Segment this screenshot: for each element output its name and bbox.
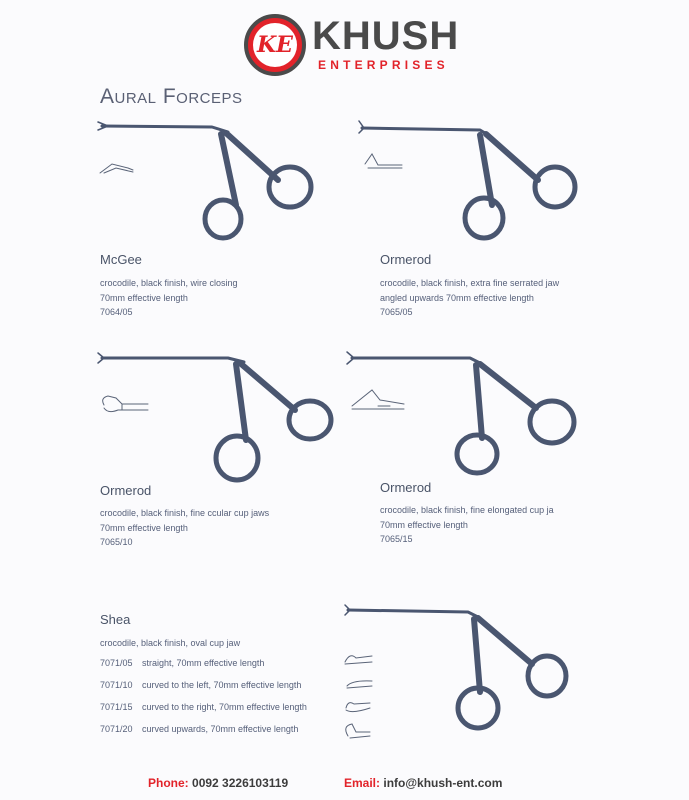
variant-code: 7071/05 bbox=[100, 658, 133, 668]
brand-name: KHUSH bbox=[312, 14, 460, 58]
ormerod-upward-forceps-illustration bbox=[359, 121, 575, 238]
desc-line: crocodile, black finish, extra fine serrated jaw bbox=[380, 278, 560, 288]
product-desc-ormerod-05 bbox=[380, 276, 559, 306]
email-address[interactable]: info@khush-ent.com bbox=[383, 776, 503, 790]
product-name-ormerod-10: Ormerod bbox=[100, 483, 152, 498]
mcgee-forceps-illustration bbox=[98, 122, 311, 238]
shea-jaw-details bbox=[345, 656, 372, 738]
variant-code: 7071/20 bbox=[100, 724, 133, 734]
brand-subtitle: ENTERPRISES bbox=[318, 58, 449, 72]
product-name-shea: Shea bbox=[100, 612, 131, 627]
desc-line: angled upwards 70mm effective length bbox=[380, 293, 534, 303]
variant-text: curved upwards, 70mm effective length bbox=[142, 724, 299, 734]
phone-number[interactable]: 0092 3226103119 bbox=[192, 776, 289, 790]
ormerod-upward-jaw-detail bbox=[365, 154, 402, 168]
variant-text: curved to the right, 70mm effective length bbox=[142, 702, 307, 712]
shea-variant-row bbox=[100, 724, 298, 734]
shea-variant-row bbox=[100, 658, 264, 668]
product-code-ormerod-15: 7065/15 bbox=[380, 534, 413, 544]
product-name-mcgee: McGee bbox=[100, 252, 142, 267]
product-desc-shea: crocodile, black finish, oval cup jaw bbox=[100, 638, 241, 648]
variant-code: 7071/10 bbox=[100, 680, 133, 690]
email-label: Email: bbox=[344, 776, 381, 790]
variant-text: curved to the left, 70mm effective length bbox=[142, 680, 302, 690]
variant-text: straight, 70mm effective length bbox=[142, 658, 265, 668]
ormerod-elongated-cup-forceps-illustration bbox=[347, 352, 574, 473]
shea-variant-row bbox=[100, 702, 307, 712]
footer-email bbox=[344, 776, 502, 790]
footer-phone bbox=[148, 776, 288, 790]
product-code-ormerod-10: 7065/10 bbox=[100, 537, 133, 547]
logo-mark: KE bbox=[253, 23, 297, 67]
shea-forceps-illustration bbox=[345, 605, 566, 728]
ormerod-elongated-jaw-detail bbox=[352, 390, 404, 409]
product-name-ormerod-15: Ormerod bbox=[380, 480, 432, 495]
product-desc-ormerod-15 bbox=[380, 503, 554, 533]
ormerod-circular-cup-forceps-illustration bbox=[98, 353, 331, 480]
desc-line: 70mm effective length bbox=[100, 523, 188, 533]
product-code-ormerod-05: 7065/05 bbox=[380, 307, 413, 317]
desc-line: crocodile, black finish, fine elongated cup ja bbox=[380, 505, 554, 515]
product-code-mcgee: 7064/05 bbox=[100, 307, 133, 317]
product-desc-ormerod-10 bbox=[100, 506, 269, 536]
product-name-ormerod-05: Ormerod bbox=[380, 252, 432, 267]
phone-label: Phone: bbox=[148, 776, 189, 790]
desc-line: crocodile, black finish, wire closing bbox=[100, 278, 238, 288]
shea-variant-row bbox=[100, 680, 301, 690]
product-desc-mcgee bbox=[100, 276, 238, 306]
mcgee-jaw-detail bbox=[100, 164, 133, 173]
desc-line: crocodile, black finish, fine ccular cup jaws bbox=[100, 508, 270, 518]
ormerod-circular-jaw-detail bbox=[103, 396, 148, 412]
desc-line: 70mm effective length bbox=[380, 520, 468, 530]
desc-line: 70mm effective length bbox=[100, 293, 188, 303]
page-title: Aural Forceps bbox=[100, 85, 243, 108]
variant-code: 7071/15 bbox=[100, 702, 133, 712]
